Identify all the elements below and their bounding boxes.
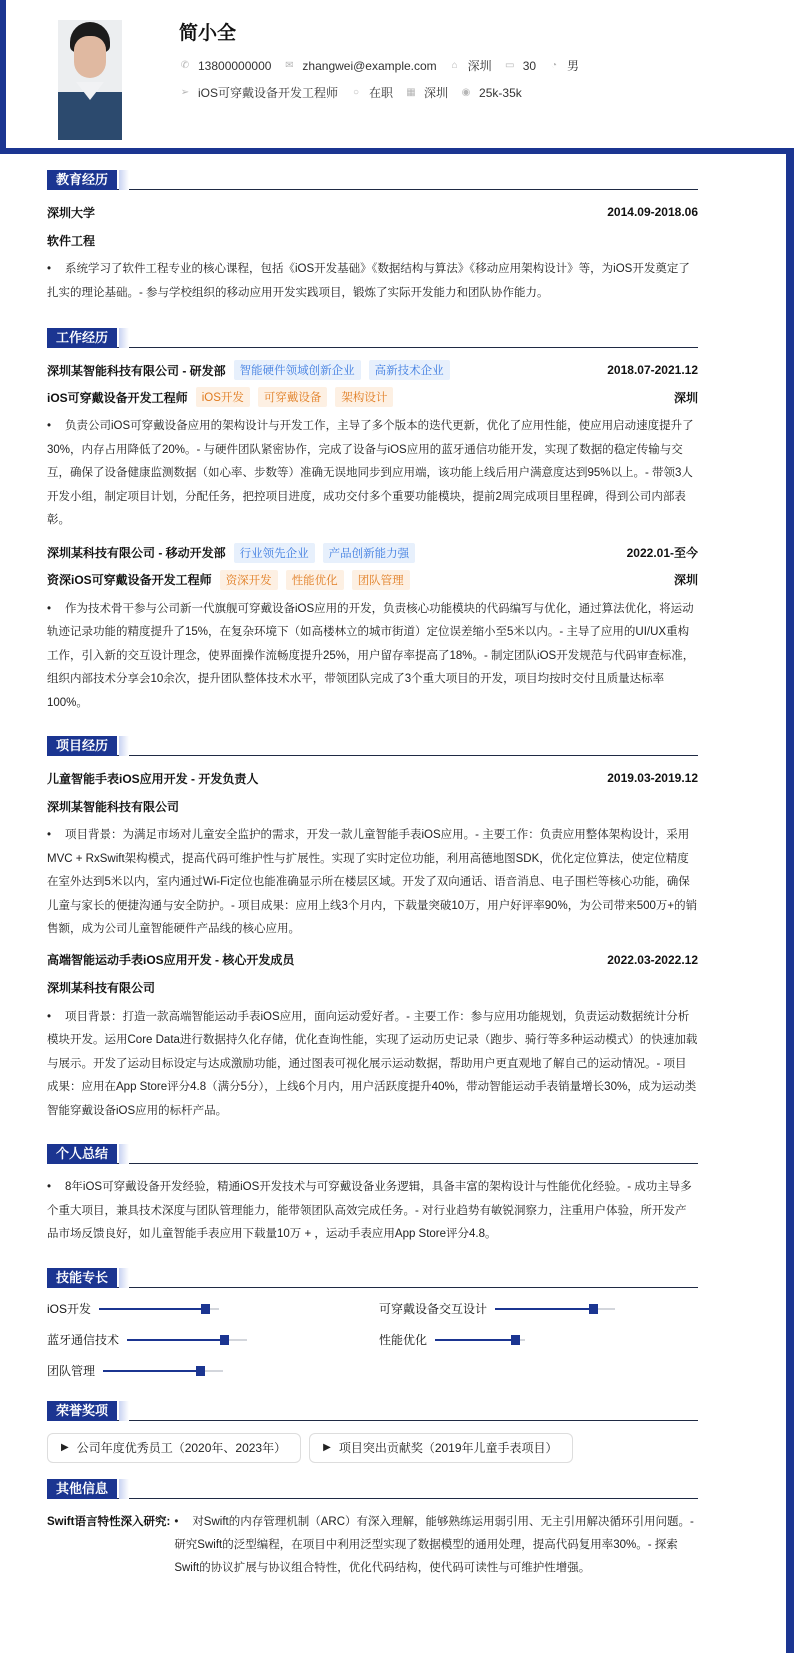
frame-border-right [786, 148, 794, 1653]
frame-border-bottom [0, 148, 794, 154]
section-summary [47, 1144, 698, 1164]
company-tag: 行业领先企业 [234, 543, 315, 563]
period: 2022.03-2022.12 [607, 952, 698, 967]
work-item [47, 543, 698, 716]
skill-tag: 架构设计 [335, 387, 393, 407]
email: zhangwei@example.com [302, 58, 437, 73]
job-title: iOS可穿戴设备开发工程师 [198, 86, 339, 100]
other-item: Swift语言特性深入研究: • 对Swift的内存管理机制（ARC）有深入理解，能够熟练运用弱引用、无主引用解决循环引用问题。- 研究Swift的泛型编程，在项目中利用泛型实现了数据模型的通用处理，提高代码复用率30%。- 探索Swift的协议扩展与协议组合特性，优化代码结构，使代码可读性与可维护性增强。 [47, 1511, 698, 1580]
skill-tag: 性能优化 [286, 570, 344, 590]
city: 深圳 [673, 390, 698, 405]
other-key: Swift语言特性深入研究: [47, 1515, 171, 1528]
skill-tag: 团队管理 [352, 570, 410, 590]
company-name: 深圳某智能科技有限公司 - 研发部 [47, 363, 226, 378]
skill-level-bar [103, 1370, 223, 1372]
section-work [47, 328, 698, 348]
home-city: 深圳 [467, 59, 492, 73]
project-item [47, 768, 698, 942]
triangle-icon: ▶ [61, 1442, 69, 1453]
section-title: 工作经历 [47, 328, 117, 348]
home-icon: ⌂ [451, 60, 458, 71]
section-projects [47, 736, 698, 756]
section-skills [47, 1268, 698, 1288]
period: 2019.03-2019.12 [607, 771, 698, 785]
skills-list [47, 1300, 698, 1380]
skill-level-bar [127, 1339, 247, 1341]
project-item [47, 950, 698, 1124]
period: 2018.07-2021.12 [607, 363, 698, 377]
position: 资深iOS可穿戴设备开发工程师 [47, 573, 212, 587]
awards-list [47, 1433, 698, 1463]
skill-level-bar [435, 1339, 525, 1341]
project-name: 儿童智能手表iOS应用开发 - 开发负责人 [47, 771, 259, 786]
mail-icon: ✉ [285, 60, 294, 71]
status-icon: ○ [352, 87, 360, 98]
period: 2014.09-2018.06 [607, 205, 698, 219]
skill-item [47, 1331, 379, 1349]
award-item: ▶ 公司年度优秀员工（2020年、2023年） [47, 1433, 301, 1463]
school-name: 深圳大学 [47, 205, 96, 220]
age: 30 [522, 58, 537, 73]
skill-level-bar [495, 1308, 615, 1310]
section-title: 荣誉奖项 [47, 1401, 117, 1421]
resume-body [47, 170, 698, 1580]
skill-item [47, 1300, 379, 1318]
phone-icon: ✆ [180, 60, 190, 71]
section-title: 个人总结 [47, 1144, 117, 1164]
gender: 男 [567, 59, 580, 73]
job-status: 在职 [369, 86, 394, 100]
skill-name: 蓝牙通信技术 [47, 1333, 120, 1347]
send-icon: ➢ [180, 87, 190, 98]
major: 软件工程 [47, 233, 96, 248]
section-title: 教育经历 [47, 170, 117, 190]
skill-name: 可穿戴设备交互设计 [379, 1302, 488, 1316]
work-description: • 负责公司iOS可穿戴设备应用的架构设计与开发工作，主导了多个版本的迭代更新，优化了应用性能，使应用启动速度提升了30%，内存占用降低了20%。- 与硬件团队紧密协作，完成了设备与iOS应用的蓝牙通信功能开发，实现了数据的稳定传输与交互，确保了设备健康监测数据（如心率、步数等）准确无误地同步到应用端，该功能上线后用户满意度达到95%以上。- 带领3人开发小组，制定项目计划，分配任务，把控项目进度，成功交付多个重要功能模块，提前2周完成项目里程碑，得到公司内部表彰。 [47, 420, 694, 526]
phone: 13800000000 [198, 58, 272, 73]
work-description: • 作为技术骨干参与公司新一代旗舰可穿戴设备iOS应用的开发，负责核心功能模块的代码编写与优化，通过算法优化，将运动轨迹记录功能的精度提升了15%，在复杂环境下（如高楼林立的城市街道）定位误差缩小至5米以内。- 主导了应用的UI/UX重构工作，引入新的交互设计理念，使界面操作流畅度提升25%，用户留存率提高了18%。- 制定团队iOS开发规范与代码审查标准，组织内部技术分享会10余次，提升团队整体技术水平，带领团队完成了3个重大项目的开发，项目均按时交付且质量达标率100%。 [47, 602, 695, 709]
position: iOS可穿戴设备开发工程师 [47, 390, 188, 405]
profile-header [6, 0, 794, 148]
project-description: • 项目背景：为满足市场对儿童安全监护的需求，开发一款儿童智能手表iOS应用。- 主要工作：负责应用整体架构设计，采用MVC + RxSwift架构模式，提高代码可维护性与扩展性。实现了实时定位功能，利用高德地图SDK，优化定位算法，使定位精度在室外达到5米以内，室内通过Wi-Fi定位也能准确显示所在楼层区域。开发了双向通话、语音消息、电子围栏等核心功能，确保儿童与家长的便捷沟通与安全防护。- 项目成果：应用上线3个月内，下载量突破10万，用户好评率90%，为公司带来500万+的销售额，成为公司儿童智能硬件产品线的核心应用。 [47, 829, 698, 935]
project-description: • 项目背景：打造一款高端智能运动手表iOS应用，面向运动爱好者。- 主要工作：参与应用功能规划，负责运动数据统计分析模块开发。运用Core Data进行数据持久化存储，优化查询性能，实现了运动历史记录（跑步、骑行等多种运动模式）的快速加载与展示。开发了运动目标设定与达成激励功能，通过图表可视化展示运动数据，帮助用户更直观地了解自己的运动情况。- 项目成果：应用在App Store评分4.8（满分5分），上线6个月内，用户活跃度提升40%，带动智能运动手表销量增长30%，成为运动类智能穿戴设备iOS应用的标杆产品。 [47, 1010, 698, 1117]
skill-name: iOS开发 [47, 1302, 92, 1316]
skill-level-bar [99, 1308, 219, 1310]
section-title: 项目经历 [47, 736, 117, 756]
section-awards [47, 1401, 698, 1421]
award-item: ▶ 项目突出贡献奖（2019年儿童手表项目） [309, 1433, 572, 1463]
company-tag: 产品创新能力强 [323, 543, 416, 563]
candidate-name: 简小全 [179, 23, 237, 44]
education-description: • 系统学习了软件工程专业的核心课程，包括《iOS开发基础》《数据结构与算法》《移动应用架构设计》等，为iOS开发奠定了扎实的理论基础。- 参与学校组织的移动应用开发实践项目，锻炼了实际开发能力和团队协作能力。 [47, 263, 690, 299]
salary-icon: ◉ [461, 87, 471, 98]
project-name: 高端智能运动手表iOS应用开发 - 核心开发成员 [47, 953, 295, 967]
section-other [47, 1479, 698, 1499]
company-name: 深圳某科技有限公司 - 移动开发部 [47, 546, 226, 560]
job-intent-row [179, 84, 534, 101]
salary: 25k-35k [479, 85, 522, 100]
period: 2022.01-至今 [626, 546, 698, 560]
project-company: 深圳某科技有限公司 [47, 981, 156, 995]
skill-name: 性能优化 [379, 1333, 428, 1347]
section-education [47, 170, 698, 190]
section-title: 其他信息 [47, 1479, 117, 1499]
avatar [58, 20, 122, 140]
skill-item [379, 1300, 699, 1318]
work-item [47, 360, 698, 533]
cake-icon: ▭ [504, 60, 515, 71]
company-tag: 智能硬件领域创新企业 [234, 360, 361, 380]
company-tag: 高新技术企业 [369, 360, 450, 380]
city: 深圳 [673, 573, 698, 587]
other-value: 对Swift的内存管理机制（ARC）有深入理解，能够熟练运用弱引用、无主引用解决循环引用问题。- 研究Swift的泛型编程，在项目中利用泛型实现了数据模型的通用处理，提高代码复用率30%。- 探索Swift的协议扩展与协议组合特性，优化代码结构，使代码可读性与可维护性增强。 [174, 1515, 694, 1574]
contact-row [179, 57, 591, 74]
skill-name: 团队管理 [47, 1364, 96, 1378]
skill-item [47, 1362, 379, 1380]
skill-tag: 可穿戴设备 [258, 387, 328, 407]
section-title: 技能专长 [47, 1268, 117, 1288]
project-company: 深圳某智能科技有限公司 [47, 799, 180, 814]
work-city: 深圳 [424, 86, 449, 100]
summary-text: • 8年iOS可穿戴设备开发经验，精通iOS开发技术与可穿戴设备业务逻辑，具备丰富的架构设计与性能优化经验。- 成功主导多个重大项目，兼具技术深度与团队管理能力，能带领团队高效完成任务。- 对行业趋势有敏锐洞察力，注重用户体验，所开发产品市场反馈良好，如儿童智能手表应用下载量10万 + ，运动手表应用App Store评分4.8。 [47, 1181, 692, 1240]
triangle-icon: ▶ [323, 1442, 331, 1453]
skill-tag: 资深开发 [220, 570, 278, 590]
building-icon: ▦ [406, 87, 416, 98]
education-item [47, 202, 698, 222]
skill-item [379, 1331, 699, 1349]
gender-icon: ◔ [551, 60, 558, 71]
skill-tag: iOS开发 [196, 387, 250, 407]
